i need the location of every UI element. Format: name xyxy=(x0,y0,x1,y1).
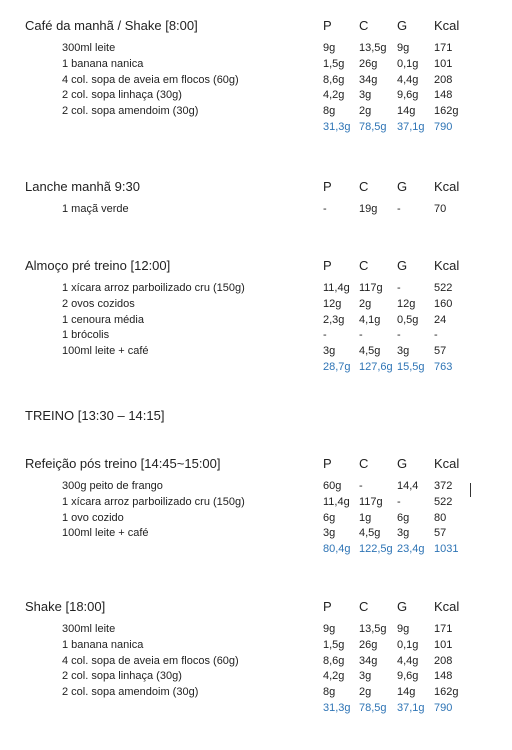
food-item-kcal: 162g xyxy=(434,686,459,699)
food-item-fat: 9g xyxy=(397,623,410,635)
section-title: Almoço pré treino [12:00] xyxy=(25,258,171,273)
food-item-protein: 8,6g xyxy=(323,73,345,86)
food-item-name: 4 col. sopa de aveia em flocos (60g) xyxy=(62,654,239,667)
section-title: Café da manhã / Shake [8:00] xyxy=(25,18,198,33)
total-fat: 15,5g xyxy=(397,360,425,373)
food-item-row xyxy=(0,495,512,511)
food-item-name: 1 banana nanica xyxy=(62,57,144,70)
meal-section-morning-snack xyxy=(0,176,512,218)
food-item-protein: 8g xyxy=(323,686,336,699)
food-item-protein: 1,5g xyxy=(323,57,345,70)
column-header-protein: P xyxy=(323,258,332,273)
food-item-carbs: 3g xyxy=(359,89,372,102)
column-header-kcal: Kcal xyxy=(434,179,460,194)
food-item-row xyxy=(0,344,512,360)
food-item-row xyxy=(0,73,512,89)
food-item-name: 100ml leite + café xyxy=(62,527,149,540)
total-kcal: 1031 xyxy=(434,543,459,556)
food-item-name: 2 col. sopa amendoim (30g) xyxy=(62,686,199,699)
food-item-name: 4 col. sopa de aveia em flocos (60g) xyxy=(62,73,239,86)
column-header-fat: G xyxy=(397,18,408,33)
food-item-kcal: - xyxy=(434,329,438,342)
food-item-row xyxy=(0,685,512,701)
column-header-fat: G xyxy=(397,456,408,471)
meal-section-breakfast xyxy=(0,15,512,136)
food-item-row xyxy=(0,638,512,654)
food-item-fat: - xyxy=(397,329,401,342)
food-item-carbs: 26g xyxy=(359,57,378,70)
food-item-kcal: 101 xyxy=(434,57,453,70)
meal-section-shake xyxy=(0,596,512,717)
food-item-carbs: - xyxy=(359,480,363,492)
column-header-carbs: C xyxy=(359,258,369,273)
workout-heading: TREINO [13:30 – 14:15] xyxy=(25,408,165,423)
food-item-protein: 9g xyxy=(323,623,336,635)
food-item-kcal: 160 xyxy=(434,297,453,310)
food-item-name: 300ml leite xyxy=(62,42,116,54)
column-header-carbs: C xyxy=(359,599,369,614)
food-item-carbs: 117g xyxy=(359,282,383,294)
food-item-name: 300ml leite xyxy=(62,623,116,635)
food-item-kcal: 208 xyxy=(434,73,453,86)
food-item-carbs: 13,5g xyxy=(359,42,387,54)
food-item-kcal: 171 xyxy=(434,42,453,54)
food-item-protein: 4,2g xyxy=(323,89,345,102)
food-item-protein: 12g xyxy=(323,297,342,310)
food-item-kcal: 57 xyxy=(434,527,447,540)
food-item-fat: 0,5g xyxy=(397,313,419,326)
food-item-kcal: 80 xyxy=(434,511,447,524)
food-item-fat: - xyxy=(397,282,401,294)
food-item-carbs: 2g xyxy=(359,105,372,118)
column-header-kcal: Kcal xyxy=(434,258,460,273)
total-fat: 37,1g xyxy=(397,120,425,133)
food-item-carbs: 2g xyxy=(359,686,372,699)
food-item-fat: 9,6g xyxy=(397,89,419,102)
column-header-protein: P xyxy=(323,179,332,194)
food-item-fat: 0,1g xyxy=(397,57,419,70)
column-header-protein: P xyxy=(323,456,332,471)
total-protein: 31,3g xyxy=(323,120,351,133)
food-item-name: 100ml leite + café xyxy=(62,345,149,358)
food-item-name: 1 brócolis xyxy=(62,329,110,342)
food-item-row xyxy=(0,41,512,57)
section-header xyxy=(0,15,512,37)
food-item-fat: 3g xyxy=(397,527,410,540)
section-total-row xyxy=(0,360,512,376)
section-header xyxy=(0,255,512,277)
food-item-row xyxy=(0,526,512,542)
section-header xyxy=(0,596,512,618)
column-header-fat: G xyxy=(397,599,408,614)
food-item-kcal: 24 xyxy=(434,313,447,326)
food-item-fat: 12g xyxy=(397,297,416,310)
food-item-kcal: 148 xyxy=(434,89,453,102)
food-item-row xyxy=(0,57,512,73)
food-item-fat: 9,6g xyxy=(397,670,419,683)
food-item-row xyxy=(0,654,512,670)
food-item-name: 1 xícara arroz parboilizado cru (150g) xyxy=(62,282,245,294)
food-item-carbs: 19g xyxy=(359,203,378,215)
total-protein: 28,7g xyxy=(323,360,351,373)
food-item-protein: 4,2g xyxy=(323,670,345,683)
food-item-carbs: 1g xyxy=(359,511,372,524)
food-item-fat: - xyxy=(397,495,401,508)
food-item-row xyxy=(0,622,512,638)
food-item-protein: - xyxy=(323,329,327,342)
food-item-row xyxy=(0,479,512,495)
food-item-fat: 14,4 xyxy=(397,480,419,492)
food-item-carbs: 4,1g xyxy=(359,313,381,326)
food-item-kcal: 57 xyxy=(434,345,447,358)
section-total-row xyxy=(0,701,512,717)
food-item-protein: 6g xyxy=(323,511,336,524)
food-item-row xyxy=(0,511,512,527)
total-carbs: 78,5g xyxy=(359,701,387,714)
food-item-protein: - xyxy=(323,203,327,215)
total-fat: 37,1g xyxy=(397,701,425,714)
food-item-kcal: 522 xyxy=(434,495,453,508)
column-header-kcal: Kcal xyxy=(434,18,460,33)
total-kcal: 790 xyxy=(434,120,453,133)
column-header-protein: P xyxy=(323,18,332,33)
food-item-kcal: 101 xyxy=(434,638,453,651)
food-item-fat: - xyxy=(397,203,401,215)
section-title: Shake [18:00] xyxy=(25,599,106,614)
food-item-protein: 3g xyxy=(323,345,336,358)
food-item-fat: 14g xyxy=(397,105,416,118)
food-item-row xyxy=(0,202,512,218)
total-protein: 31,3g xyxy=(323,701,351,714)
food-item-fat: 6g xyxy=(397,511,410,524)
food-item-name: 1 xícara arroz parboilizado cru (150g) xyxy=(62,495,245,508)
food-item-fat: 4,4g xyxy=(397,73,419,86)
food-item-row xyxy=(0,297,512,313)
food-item-protein: 8,6g xyxy=(323,654,345,667)
food-item-kcal: 162g xyxy=(434,105,459,118)
food-item-row xyxy=(0,328,512,344)
section-total-row xyxy=(0,120,512,136)
food-item-row xyxy=(0,281,512,297)
column-header-carbs: C xyxy=(359,179,369,194)
food-item-kcal: 372 xyxy=(434,480,453,492)
food-item-kcal: 208 xyxy=(434,654,453,667)
food-item-protein: 8g xyxy=(323,105,336,118)
column-header-fat: G xyxy=(397,258,408,273)
food-item-protein: 9g xyxy=(323,42,336,54)
food-item-name: 2 col. sopa linhaça (30g) xyxy=(62,670,182,683)
food-item-carbs: - xyxy=(359,329,363,342)
food-item-name: 2 ovos cozidos xyxy=(62,297,135,310)
food-item-row xyxy=(0,88,512,104)
food-item-row xyxy=(0,313,512,329)
meal-section-pre-workout-lunch xyxy=(0,255,512,376)
food-item-carbs: 13,5g xyxy=(359,623,387,635)
total-carbs: 122,5g xyxy=(359,543,393,556)
column-header-kcal: Kcal xyxy=(434,599,460,614)
total-carbs: 127,6g xyxy=(359,360,393,373)
food-item-name: 300g peito de frango xyxy=(62,480,163,492)
food-item-protein: 11,4g xyxy=(323,495,350,508)
food-item-carbs: 3g xyxy=(359,670,372,683)
column-header-kcal: Kcal xyxy=(434,456,460,471)
food-item-protein: 2,3g xyxy=(323,313,345,326)
column-header-carbs: C xyxy=(359,18,369,33)
total-kcal: 790 xyxy=(434,701,453,714)
food-item-carbs: 26g xyxy=(359,638,378,651)
section-title: Refeição pós treino [14:45~15:00] xyxy=(25,456,221,471)
food-item-row xyxy=(0,104,512,120)
column-header-fat: G xyxy=(397,179,408,194)
section-header xyxy=(0,176,512,198)
food-item-carbs: 117g xyxy=(359,495,383,508)
food-item-protein: 60g xyxy=(323,480,342,492)
food-item-name: 1 cenoura média xyxy=(62,313,144,326)
food-item-name: 2 col. sopa linhaça (30g) xyxy=(62,89,182,102)
meal-section-post-workout xyxy=(0,453,512,558)
food-item-protein: 1,5g xyxy=(323,638,345,651)
total-kcal: 763 xyxy=(434,360,453,373)
total-carbs: 78,5g xyxy=(359,120,387,133)
food-item-carbs: 34g xyxy=(359,73,378,86)
food-item-fat: 14g xyxy=(397,686,416,699)
food-item-carbs: 34g xyxy=(359,654,378,667)
total-protein: 80,4g xyxy=(323,543,351,556)
food-item-fat: 4,4g xyxy=(397,654,419,667)
food-item-name: 1 maçã verde xyxy=(62,203,129,215)
food-item-name: 1 ovo cozido xyxy=(62,511,124,524)
total-fat: 23,4g xyxy=(397,543,425,556)
food-item-carbs: 2g xyxy=(359,297,372,310)
food-item-protein: 11,4g xyxy=(323,282,350,294)
text-cursor xyxy=(470,483,471,497)
food-item-kcal: 148 xyxy=(434,670,453,683)
food-item-fat: 9g xyxy=(397,42,410,54)
section-title: Lanche manhã 9:30 xyxy=(25,179,140,194)
section-header xyxy=(0,453,512,475)
section-total-row xyxy=(0,542,512,558)
food-item-name: 1 banana nanica xyxy=(62,638,144,651)
food-item-fat: 0,1g xyxy=(397,638,419,651)
food-item-carbs: 4,5g xyxy=(359,345,381,358)
column-header-protein: P xyxy=(323,599,332,614)
food-item-fat: 3g xyxy=(397,345,410,358)
column-header-carbs: C xyxy=(359,456,369,471)
food-item-kcal: 522 xyxy=(434,282,453,294)
food-item-kcal: 171 xyxy=(434,623,453,635)
food-item-name: 2 col. sopa amendoim (30g) xyxy=(62,105,199,118)
food-item-row xyxy=(0,669,512,685)
food-item-kcal: 70 xyxy=(434,203,447,215)
food-item-protein: 3g xyxy=(323,527,336,540)
food-item-carbs: 4,5g xyxy=(359,527,381,540)
